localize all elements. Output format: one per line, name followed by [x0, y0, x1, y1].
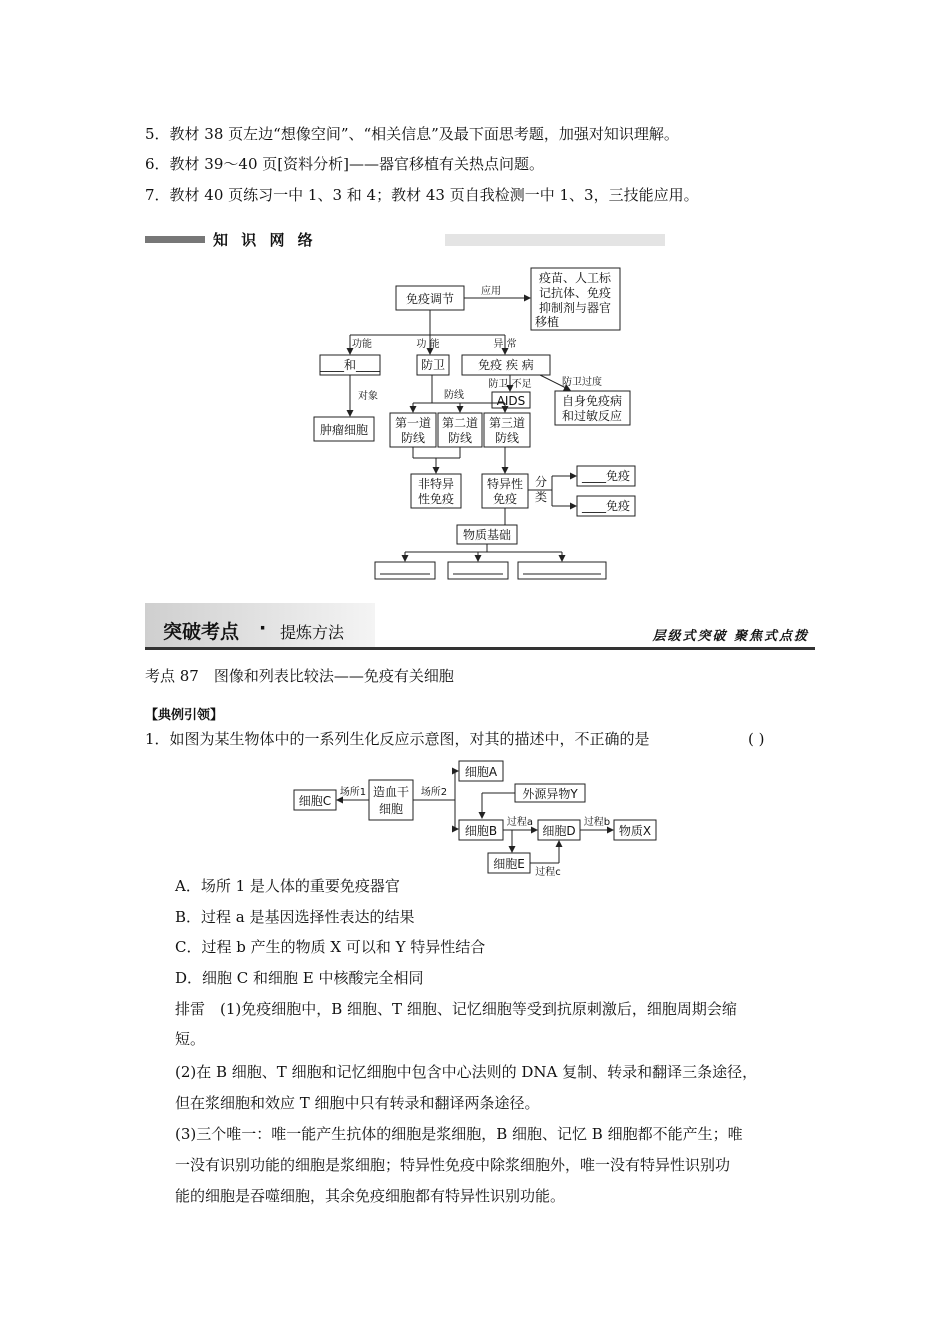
label-defense-line: 防线 — [444, 390, 464, 401]
banner-title: 知 识 网 络 — [213, 231, 317, 249]
label-line3a: 第三道 — [488, 416, 526, 430]
label-line1a: 第一道 — [394, 416, 432, 430]
label-autoimmune-1: 自身免疫病 — [561, 394, 623, 408]
option-c: C．过程 b 产生的物质 X 可以和 Y 特异性结合 — [175, 938, 486, 956]
knowledge-network-diagram — [0, 260, 950, 590]
section-banner-right: 层级式突破 聚焦式点拨 — [652, 629, 809, 644]
node-basis-2 — [448, 562, 508, 579]
option-a: A．场所 1 是人体的重要免疫器官 — [175, 877, 400, 895]
banner-bar-light — [445, 234, 665, 246]
label-apply-2: 记抗体、免疫 — [538, 286, 612, 300]
label-immunity-2: ____免疫 — [581, 499, 631, 513]
label-disease: 免疫 疾 病 — [478, 358, 534, 372]
note-line-7: 能的细胞是吞噬细胞，其余免疫细胞都有特异性识别功能。 — [175, 1187, 566, 1205]
label-defense: 防卫 — [420, 358, 446, 372]
label-line1b: 防线 — [400, 431, 426, 445]
label-line2b: 防线 — [447, 431, 473, 445]
label-target: 对象 — [358, 391, 378, 402]
fig-substanceX: 物质X — [618, 824, 652, 838]
section-banner — [145, 603, 815, 651]
label-apply-4: 移植 — [534, 315, 560, 329]
intro-line-7: 7．教材 40 页练习一中 1、3 和 4；教材 43 页自我检测一中 1、3，三技能应用。 — [145, 186, 699, 204]
label-and: ____和____ — [319, 358, 381, 372]
note-line-1: 排雷 (1)免疫细胞中，B 细胞、T 细胞、记忆细胞等受到抗原刺激后，细胞周期会缩 — [175, 1000, 737, 1018]
node-basis-1 — [375, 562, 435, 579]
fig-proc-a: 过程a — [506, 817, 534, 828]
fig-site1: 场所1 — [339, 787, 367, 798]
option-b: B．过程 a 是基因选择性表达的结果 — [175, 908, 415, 926]
fig-proc-c: 过程c — [535, 867, 561, 878]
label-abnormal: 异 常 — [493, 339, 517, 350]
label-line2a: 第二道 — [441, 416, 479, 430]
label-func2: 功 能 — [416, 339, 440, 350]
label-line3b: 防线 — [494, 431, 520, 445]
answer-paren: ( ) — [748, 730, 765, 748]
label-apply-3: 抑制剂与器官 — [538, 301, 612, 315]
node-basis-3 — [518, 562, 606, 579]
note-line-2: 短。 — [175, 1030, 206, 1048]
label-apply: 应用 — [481, 286, 501, 297]
label-apply-1: 疫苗、人工标 — [538, 271, 612, 285]
topic-heading: 考点 87 图像和列表比较法——免疫有关细胞 — [145, 667, 454, 685]
fig-cellB: 细胞B — [464, 824, 498, 838]
question-text: 1．如图为某生物体中的一系列生化反应示意图，对其的描述中，不正确的是 — [145, 730, 650, 748]
label-immunity-1: ____免疫 — [581, 469, 631, 483]
fig-hsc-2: 细胞 — [378, 802, 404, 816]
section-banner-title: 突破考点 — [163, 621, 240, 643]
note-line-3: (2)在 B 细胞、T 细胞和记忆细胞中包含中心法则的 DNA 复制、转录和翻译三条途径， — [175, 1063, 758, 1081]
label-specific-2: 免疫 — [492, 492, 518, 506]
fig-proc-b: 过程b — [583, 817, 611, 828]
label-basis: 物质基础 — [462, 528, 512, 542]
intro-line-6: 6．教材 39～40 页[资料分析]——器官移植有关热点问题。 — [145, 155, 544, 173]
fig-cellD: 细胞D — [542, 824, 576, 838]
note-line-4: 但在浆细胞和效应 T 细胞中只有转录和翻译两条途径。 — [175, 1094, 540, 1112]
label-root: 免疫调节 — [405, 292, 455, 306]
label-aids: AIDS — [496, 394, 526, 408]
example-label: 【典例引领】 — [145, 708, 224, 723]
fig-foreignY: 外源异物Y — [522, 787, 578, 801]
label-classify-1: 分 — [534, 475, 548, 489]
fig-hsc-1: 造血干 — [372, 785, 410, 799]
question-figure — [0, 755, 950, 880]
label-tumor: 肿瘤细胞 — [319, 423, 369, 437]
section-banner-dot: · — [259, 617, 267, 639]
label-classify-2: 类 — [534, 490, 548, 504]
label-weak: 防卫 不足 — [488, 379, 532, 390]
label-excess: 防卫过度 — [562, 377, 602, 388]
label-autoimmune-2: 和过敏反应 — [561, 409, 623, 423]
fig-cellC: 细胞C — [298, 794, 332, 808]
option-d: D．细胞 C 和细胞 E 中核酸完全相同 — [175, 969, 424, 987]
section-banner-rule — [145, 647, 815, 650]
banner-bar-dark — [145, 236, 205, 243]
fig-cellE: 细胞E — [493, 857, 525, 871]
intro-line-5: 5．教材 38 页左边“想像空间”、“相关信息”及最下面思考题，加强对知识理解。 — [145, 125, 679, 143]
section-banner-subtitle: 提炼方法 — [280, 623, 345, 642]
label-nonspecific-1: 非特异 — [417, 477, 455, 491]
fig-cellA: 细胞A — [464, 765, 498, 779]
note-line-6: 一没有识别功能的细胞是浆细胞；特异性免疫中除浆细胞外，唯一没有特异性识别功 — [175, 1156, 731, 1174]
knowledge-network-banner — [145, 232, 520, 247]
label-func1: 功能 — [352, 339, 372, 350]
note-line-5: (3)三个唯一：唯一能产生抗体的细胞是浆细胞，B 细胞、记忆 B 细胞都不能产生；唯 — [175, 1125, 743, 1143]
label-specific-1: 特异性 — [486, 477, 524, 491]
label-nonspecific-2: 性免疫 — [417, 492, 455, 506]
fig-site2: 场所2 — [420, 787, 448, 798]
